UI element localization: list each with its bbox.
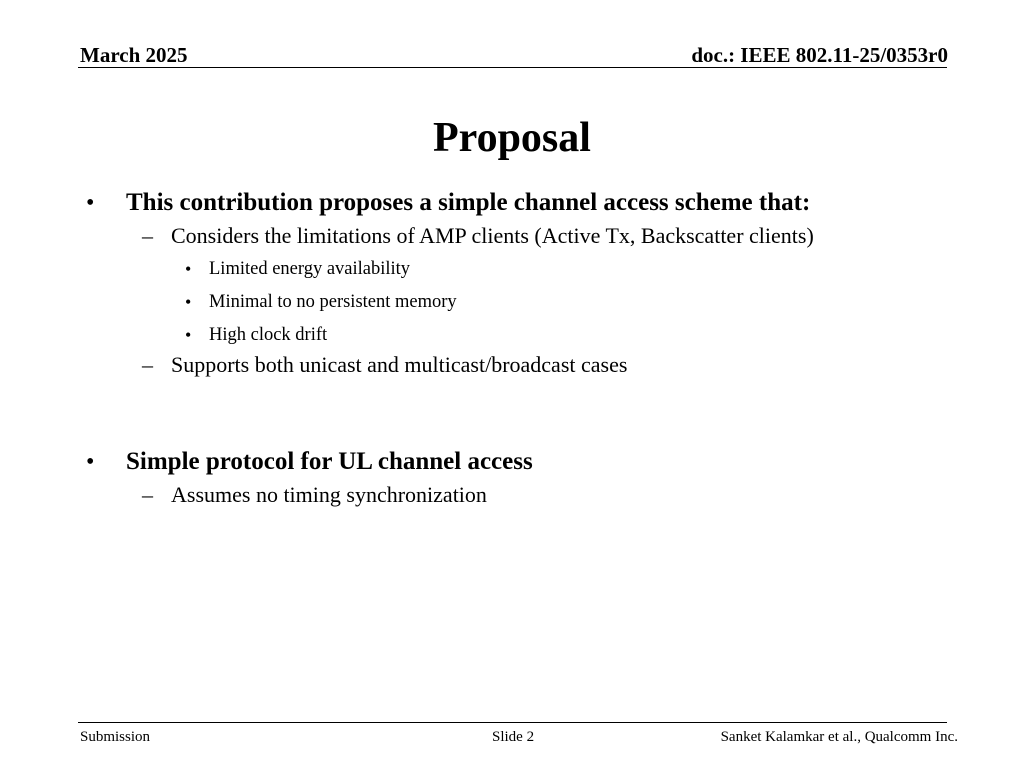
dash-marker-3: –	[142, 482, 153, 507]
bullet-marker-1: •	[86, 190, 95, 216]
subbullet-marker-3: •	[185, 325, 192, 345]
dash-marker-1: –	[142, 223, 153, 248]
footer-submission: Submission	[80, 729, 151, 745]
subbullet-item-1: Limited energy availability	[209, 259, 411, 279]
footer-slide-number: Slide 2	[492, 729, 535, 745]
bullet-marker-2: •	[86, 449, 95, 475]
footer-authors: Sanket Kalamkar et al., Qualcomm Inc.	[720, 729, 958, 745]
subbullet-marker-2: •	[185, 292, 192, 312]
header-date: March 2025	[80, 43, 188, 67]
header-divider	[78, 67, 947, 68]
subbullet-item-3: High clock drift	[209, 325, 328, 345]
bullet-sub-2: Supports both unicast and multicast/broadcast cases	[171, 352, 628, 377]
subbullet-marker-1: •	[185, 259, 192, 279]
slide-title: Proposal	[433, 115, 591, 161]
footer-divider	[78, 722, 947, 723]
header-doc-id: doc.: IEEE 802.11-25/0353r0	[691, 43, 948, 67]
bullet-main-1: This contribution proposes a simple channel access scheme that:	[126, 189, 811, 216]
bullet-main-2: Simple protocol for UL channel access	[126, 448, 533, 475]
bullet-sub-3: Assumes no timing synchronization	[171, 482, 487, 507]
dash-marker-2: –	[142, 352, 153, 377]
bullet-sub-1: Considers the limitations of AMP clients (Active Tx, Backscatter clients)	[171, 223, 814, 248]
subbullet-item-2: Minimal to no persistent memory	[209, 292, 457, 312]
